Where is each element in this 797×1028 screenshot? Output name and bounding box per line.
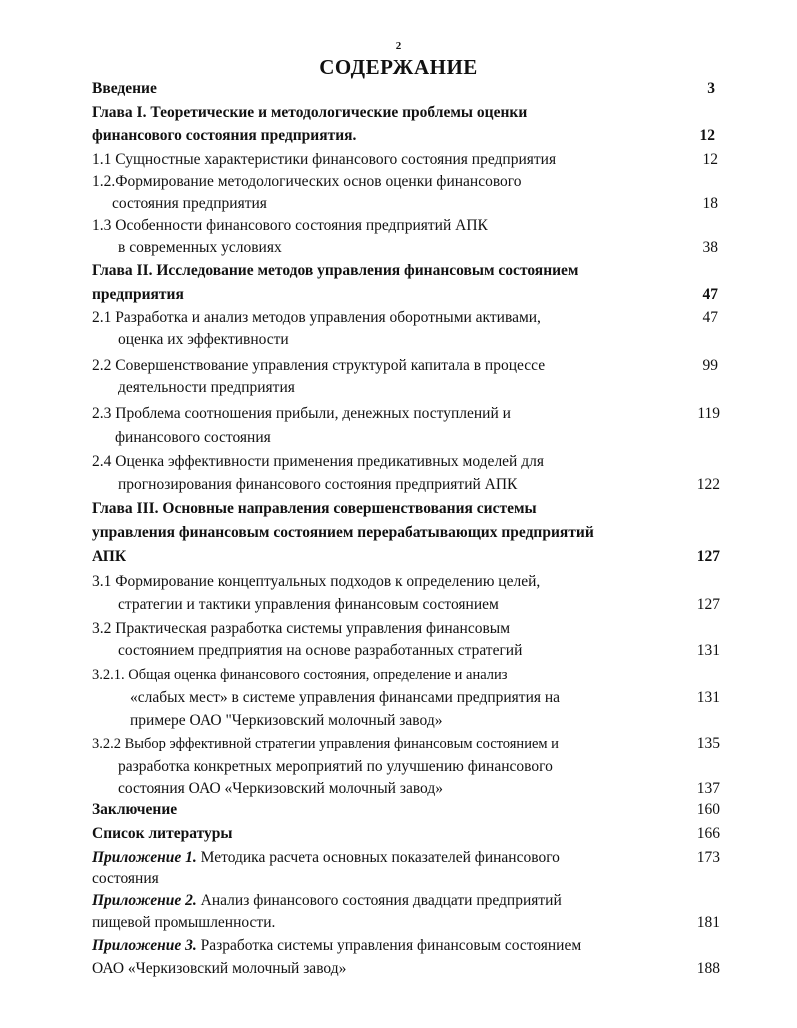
toc-section-3-2-1-cont2: примере ОАО "Черкизовский молочный завод»: [130, 712, 443, 729]
toc-section-1-3: 1.3 Особенности финансового состояния предприятий АПК: [92, 217, 488, 234]
toc-page: 137: [696, 780, 720, 797]
toc-page: 166: [696, 825, 720, 842]
toc-page: 131: [696, 689, 720, 706]
appendix-label: Приложение 3.: [92, 937, 197, 954]
toc-appendix-1: [92, 848, 560, 868]
toc-page: 127: [696, 596, 720, 613]
toc-chapter-3-cont2: АПК: [92, 548, 127, 565]
toc-references: Список литературы: [92, 825, 233, 842]
toc-page: 127: [696, 548, 720, 565]
toc-chapter-1: Глава I. Теоретические и методологические проблемы оценки: [92, 104, 528, 121]
toc-section-3-2-1-cont: «слабых мест» в системе управления финансами предприятия на: [130, 689, 561, 706]
toc-chapter-2-cont: предприятия: [92, 286, 184, 303]
toc-section-3-2-cont: состоянием предприятия на основе разработанных стратегий: [118, 642, 523, 659]
toc-section-3-2-1: 3.2.1. Общая оценка финансового состояния, определение и анализ: [92, 667, 508, 683]
toc-appendix-1-cont: состояния: [92, 870, 159, 887]
toc-intro: Введение: [92, 80, 157, 97]
toc-section-3-2-2-cont2: состояния ОАО «Черкизовский молочный завод»: [118, 780, 443, 797]
toc-section-3-2-2-cont: разработка конкретных мероприятий по улучшению финансового: [118, 758, 553, 775]
appendix-title: Методика расчета основных показателей финансового: [196, 849, 560, 866]
toc-conclusion: Заключение: [92, 801, 178, 818]
toc-chapter-2: Глава II. Исследование методов управления финансовым состоянием: [92, 262, 579, 279]
toc-page: 12: [699, 127, 715, 144]
toc-section-2-3-cont: финансового состояния: [115, 429, 271, 446]
toc-section-3-1-cont: стратегии и тактики управления финансовым состоянием: [118, 596, 499, 613]
toc-page: 12: [702, 151, 718, 168]
toc-page: 181: [696, 914, 720, 931]
toc-page: 188: [696, 960, 720, 977]
toc-page: 3: [707, 80, 715, 97]
appendix-label: Приложение 1.: [92, 849, 197, 866]
page-number: 2: [395, 40, 402, 52]
toc-page: 99: [702, 357, 718, 374]
toc-section-2-2: 2.2 Совершенствование управления структурой капитала в процессе: [92, 357, 546, 374]
toc-chapter-1-cont: финансового состояния предприятия.: [92, 127, 357, 144]
toc-page: 38: [702, 239, 718, 256]
toc-page: 160: [696, 801, 720, 818]
toc-chapter-3-cont: управления финансовым состоянием перерабатывающих предприятий: [92, 524, 594, 541]
toc-section-1-1: 1.1 Сущностные характеристики финансового состояния предприятия: [92, 151, 557, 168]
toc-section-1-3-cont: в современных условиях: [118, 239, 282, 256]
toc-page: 135: [696, 735, 720, 752]
toc-section-2-4-cont: прогнозирования финансового состояния предприятий АПК: [118, 476, 518, 493]
toc-section-2-2-cont: деятельности предприятия: [118, 379, 295, 396]
appendix-title: Разработка системы управления финансовым состоянием: [196, 937, 582, 954]
toc-page: 119: [697, 405, 720, 422]
appendix-title: Анализ финансового состояния двадцати предприятий: [196, 892, 562, 909]
toc-section-2-3: 2.3 Проблема соотношения прибыли, денежных поступлений и: [92, 405, 511, 422]
toc-page: 173: [696, 849, 720, 866]
toc-page: 47: [702, 286, 718, 303]
toc-section-1-2: 1.2.Формирование методологических основ оценки финансового: [92, 173, 522, 190]
toc-appendix-2-cont: пищевой промышленности.: [92, 914, 276, 931]
toc-page: 18: [702, 195, 718, 212]
toc-appendix-2: [92, 891, 562, 911]
appendix-label: Приложение 2.: [92, 892, 197, 909]
toc-page: 47: [702, 309, 718, 326]
toc-section-2-1: 2.1 Разработка и анализ методов управления оборотными активами,: [92, 309, 541, 326]
page-title: СОДЕРЖАНИЕ: [319, 55, 478, 79]
toc-section-2-1-cont: оценка их эффективности: [118, 331, 289, 348]
toc-appendix-3-cont: ОАО «Черкизовский молочный завод»: [92, 960, 347, 977]
toc-section-1-2-cont: состояния предприятия: [112, 195, 267, 212]
toc-section-2-4: 2.4 Оценка эффективности применения предикативных моделей для: [92, 453, 544, 470]
toc-appendix-3: [92, 936, 581, 956]
toc-page: 122: [696, 476, 720, 493]
toc-chapter-3: Глава III. Основные направления совершенствования системы: [92, 500, 537, 517]
toc-page: 131: [696, 642, 720, 659]
toc-section-3-1: 3.1 Формирование концептуальных подходов к определению целей,: [92, 573, 541, 590]
toc-section-3-2-2: 3.2.2 Выбор эффективной стратегии управления финансовым состоянием и: [92, 736, 559, 752]
toc-section-3-2: 3.2 Практическая разработка системы управления финансовым: [92, 620, 511, 637]
